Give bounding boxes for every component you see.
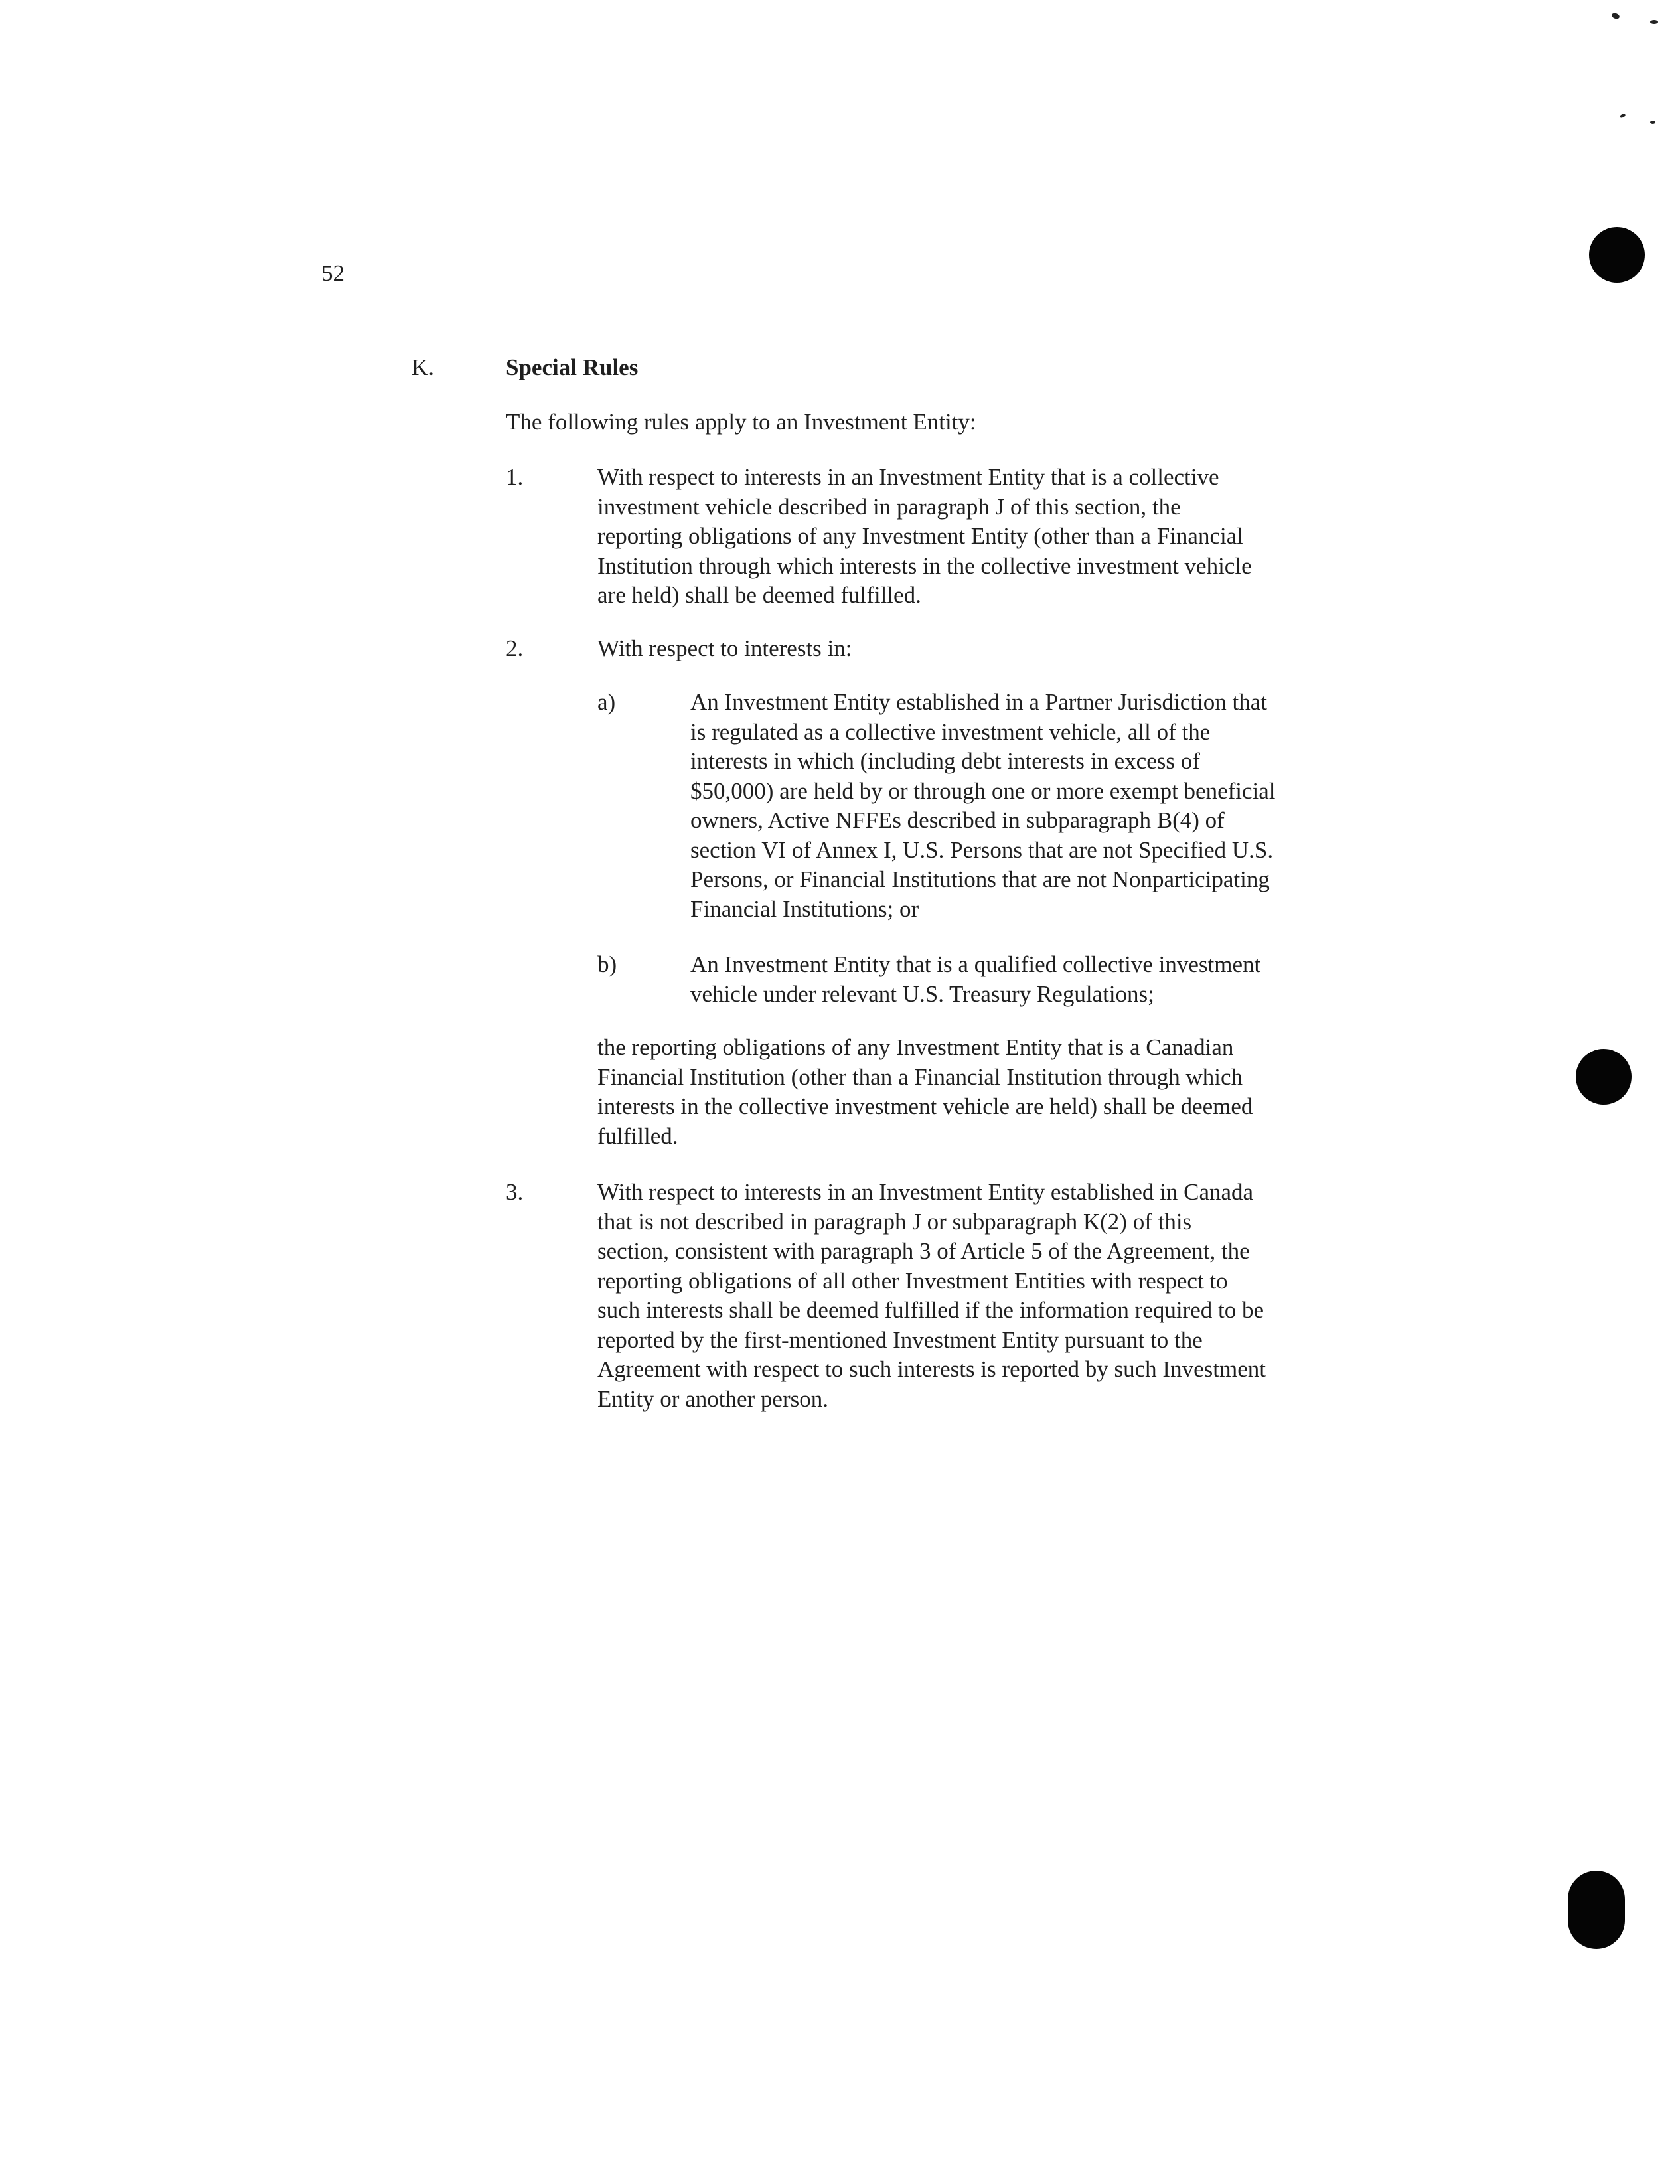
text-line: Financial Institution (other than a Financial Institution through which (597, 1063, 1243, 1090)
text-line: that is not described in paragraph J or subparagraph K(2) of this (597, 1208, 1192, 1235)
item-1-text (597, 463, 1252, 611)
scan-speck (1619, 113, 1626, 118)
text-line: fulfilled. (597, 1123, 678, 1149)
item-2-lead-text (597, 634, 852, 664)
text-line: Institution through which interests in the collective investment vehicle (597, 552, 1252, 579)
item-2-number: 2. (506, 635, 524, 661)
text-line: Persons, or Financial Institutions that are not Nonparticipating (690, 866, 1270, 892)
subitem-a-text (690, 688, 1276, 924)
scan-speck (1650, 20, 1658, 24)
text-line: interests in the collective investment vehicle are held) shall be deemed (597, 1093, 1253, 1119)
scan-speck (1650, 121, 1655, 124)
text-line: Financial Institutions; or (690, 896, 919, 922)
section-intro: The following rules apply to an Investment Entity: (506, 409, 976, 435)
item-1-number: 1. (506, 464, 524, 490)
text-line: owners, Active NFFEs described in subparagraph B(4) of (690, 807, 1225, 833)
text-line: Entity or another person. (597, 1385, 828, 1412)
text-line: With respect to interests in an Investment Entity established in Canada (597, 1179, 1254, 1205)
text-line: interests in which (including debt interests in excess of (690, 748, 1200, 774)
text-line: With respect to interests in an Investment Entity that is a collective (597, 464, 1219, 490)
section-letter: K. (412, 354, 435, 380)
page-number: 52 (321, 260, 344, 286)
text-line: With respect to interests in: (597, 635, 852, 661)
text-line: reported by the first-mentioned Investment Entity pursuant to the (597, 1326, 1203, 1353)
item-3-text (597, 1178, 1266, 1414)
text-line: An Investment Entity that is a qualified collective investment (690, 951, 1261, 977)
text-line: section VI of Annex I, U.S. Persons that are not Specified U.S. (690, 836, 1274, 863)
subitem-a-label: a) (597, 689, 616, 715)
text-line: investment vehicle described in paragraph J of this section, the (597, 493, 1181, 520)
subitem-b-label: b) (597, 951, 617, 977)
text-line: such interests shall be deemed fulfilled if the information required to be (597, 1297, 1264, 1323)
item-3-number: 3. (506, 1179, 524, 1205)
text-line: Agreement with respect to such interests is reported by such Investment (597, 1356, 1266, 1382)
text-line: are held) shall be deemed fulfilled. (597, 582, 921, 608)
item-2-conclusion (597, 1033, 1253, 1151)
subitem-b-text (690, 950, 1260, 1009)
text-line: reporting obligations of all other Investment Entities with respect to (597, 1267, 1228, 1294)
text-line: vehicle under relevant U.S. Treasury Regulations; (690, 980, 1154, 1007)
text-line: reporting obligations of any Investment Entity (other than a Financial (597, 523, 1243, 549)
punch-hole-middle (1576, 1049, 1632, 1105)
punch-hole-top (1589, 227, 1645, 283)
section-title: Special Rules (506, 354, 639, 380)
text-line: $50,000) are held by or through one or more exempt beneficial (690, 777, 1276, 804)
text-line: is regulated as a collective investment vehicle, all of the (690, 718, 1211, 745)
text-line: section, consistent with paragraph 3 of Article 5 of the Agreement, the (597, 1238, 1250, 1264)
text-line: An Investment Entity established in a Partner Jurisdiction that (690, 689, 1268, 715)
scan-speck (1611, 12, 1620, 20)
text-line: the reporting obligations of any Investment Entity that is a Canadian (597, 1034, 1234, 1060)
punch-hole-bottom (1568, 1871, 1625, 1949)
